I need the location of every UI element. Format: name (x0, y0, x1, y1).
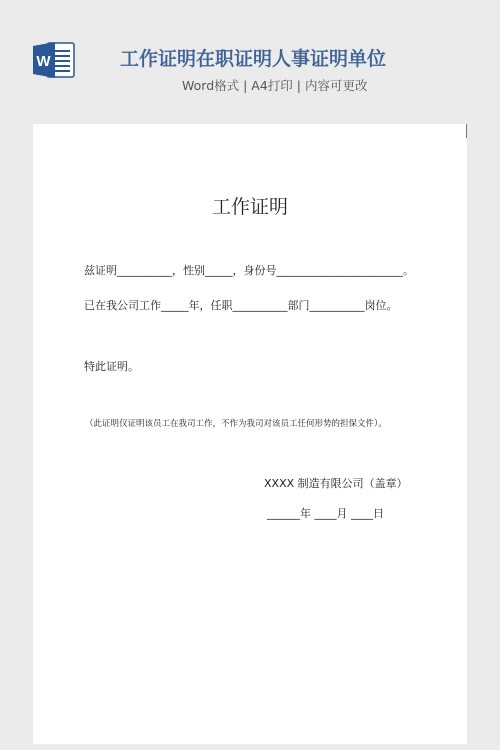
disclaimer-note: （此证明仅证明该员工在我司工作，不作为我司对该员工任何形势的担保文件）。 (85, 419, 387, 429)
certificate-line-employment: 已在我公司工作_____年，任职__________部门__________岗位。 (84, 299, 398, 312)
certificate-line-identity: 兹证明__________，性别_____，身份号_______________________。 (84, 264, 414, 277)
svg-text:W: W (36, 53, 51, 70)
document-header (0, 0, 500, 110)
certificate-line-closing: 特此证明。 (84, 360, 139, 373)
page-title: 工作证明在职证明人事证明单位 (120, 48, 387, 70)
document-page (33, 124, 467, 744)
company-signature: XXXX 制造有限公司（盖章） (264, 477, 408, 490)
document-title: 工作证明 (211, 196, 288, 218)
page-subtitle: Word格式 | A4打印 | 内容可更改 (182, 78, 368, 93)
page-edge-divider (466, 124, 467, 138)
date-line: ______年 ____月 ____日 (267, 507, 384, 520)
word-doc-icon (33, 41, 75, 79)
